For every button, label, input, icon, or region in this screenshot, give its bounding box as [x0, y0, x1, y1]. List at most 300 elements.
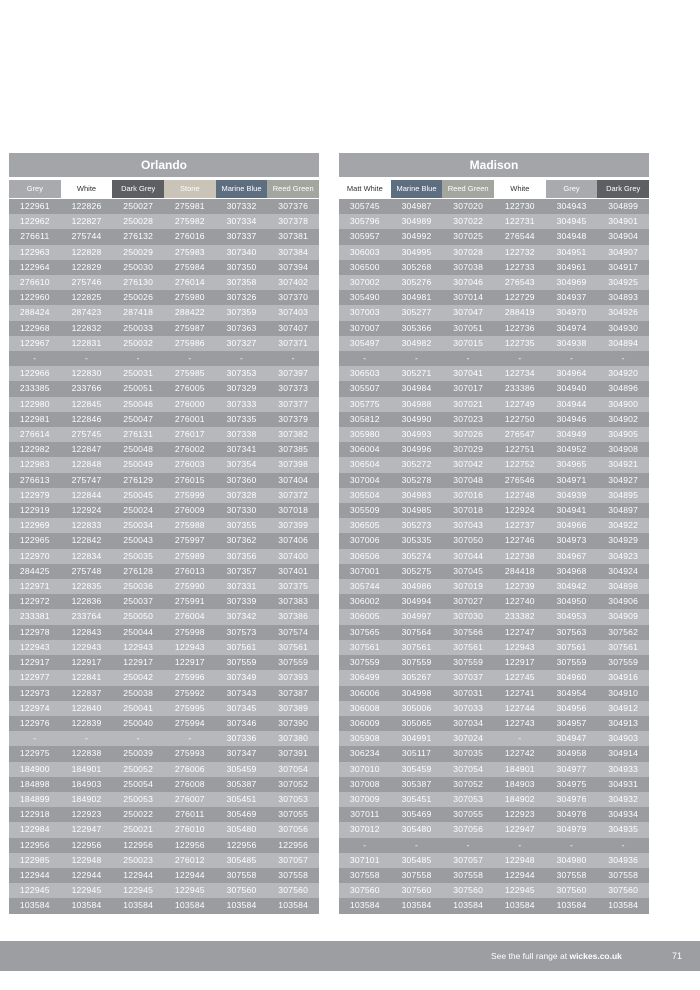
table-cell: 305485 [401, 854, 432, 865]
table-cell: 122919 [19, 505, 50, 516]
table-cell: 250050 [123, 611, 154, 622]
table-cell: 275988 [174, 520, 205, 531]
table-row [9, 442, 319, 457]
table-cell: 250054 [123, 778, 154, 789]
table-cell: 307401 [278, 565, 309, 576]
table-cell: 307018 [278, 505, 309, 516]
table-cell: 122973 [19, 687, 50, 698]
table-cell: 122733 [504, 261, 535, 272]
table-cell: 275985 [174, 368, 205, 379]
table-row [339, 609, 649, 624]
table-cell: 307330 [226, 505, 257, 516]
table-cell: 250040 [123, 717, 154, 728]
table-row [9, 640, 319, 655]
table-cell: 306506 [349, 550, 380, 561]
table-cell: 276611 [20, 231, 50, 242]
table-cell: 287423 [71, 307, 102, 318]
table-cell: 307404 [278, 474, 309, 485]
table-cell: 304894 [608, 337, 639, 348]
table-cell: 304952 [556, 444, 587, 455]
table-cell: 304966 [556, 520, 587, 531]
table-row [339, 351, 649, 366]
table-cell: 233764 [71, 611, 102, 622]
table-cell: 276614 [19, 429, 50, 440]
table-row [339, 214, 649, 229]
table-cell: 307024 [453, 733, 484, 744]
table-cell: 305451 [226, 793, 257, 804]
table-cell: 307041 [453, 368, 484, 379]
table-row [339, 716, 649, 731]
table-row [9, 625, 319, 640]
table-cell: 304922 [608, 520, 639, 531]
table-cell: 250038 [123, 687, 154, 698]
table-row [9, 853, 319, 868]
table-cell: 275983 [174, 246, 205, 257]
table-cell: 305908 [349, 733, 380, 744]
table-cell: 304976 [556, 793, 587, 804]
table-cell: 304905 [608, 429, 639, 440]
table-cell: 305469 [401, 809, 432, 820]
table-row [9, 564, 319, 579]
table-row [339, 442, 649, 457]
table-cell: 307573 [226, 626, 257, 637]
table-cell: 122944 [123, 869, 154, 880]
table-cell: 304977 [556, 763, 587, 774]
table-cell: 275981 [174, 201, 205, 211]
table-cell: 122983 [19, 459, 50, 470]
table-cell: 122840 [71, 702, 102, 713]
table-cell: 250023 [123, 854, 154, 865]
table-cell: 307373 [278, 383, 309, 394]
column-header: Marine Blue [391, 180, 443, 198]
table-cell: 304949 [556, 429, 587, 440]
column-header: Marine Blue [216, 180, 268, 198]
table-cell: 305504 [349, 489, 380, 500]
table-cell: 122752 [504, 459, 535, 470]
table-cell: - [569, 353, 574, 364]
table-cell: 304934 [608, 809, 639, 820]
table-cell: 307564 [401, 626, 432, 637]
table-cell: 307561 [556, 641, 587, 652]
table-cell: 307338 [226, 429, 257, 440]
table-cell: 304931 [608, 778, 639, 789]
table-cell: 276132 [123, 231, 154, 242]
table-cell: - [136, 353, 140, 364]
table-cell: 305980 [349, 429, 380, 440]
column-header: Matt White [339, 180, 391, 198]
table-cell: 307031 [453, 687, 484, 698]
page-footer [0, 941, 700, 971]
table-cell: 307346 [226, 717, 257, 728]
table-row [339, 397, 649, 412]
table-cell: 122947 [504, 824, 535, 835]
column-header: Dark Grey [112, 180, 164, 198]
table-cell: 250028 [123, 216, 154, 227]
table-cell: 304924 [608, 565, 639, 576]
table-cell: 122969 [19, 520, 50, 531]
table-cell: 250053 [123, 793, 154, 804]
table-cell: 122741 [504, 687, 535, 698]
table-cell: 307053 [278, 793, 309, 804]
table-cell: - [363, 839, 367, 850]
table-cell: 276130 [123, 277, 154, 288]
table-cell: 304965 [556, 459, 587, 470]
table-cell: 288419 [504, 307, 535, 318]
table-cell: 122730 [504, 201, 535, 211]
table-cell: - [518, 733, 522, 744]
table-cell: 122923 [71, 809, 102, 820]
table-row [9, 488, 319, 503]
table-cell: 103584 [71, 900, 102, 911]
table-cell: 304941 [556, 505, 587, 516]
table-cell: 307377 [278, 398, 309, 409]
table-cell: - [291, 353, 295, 364]
table-cell: 250035 [123, 550, 154, 561]
table-cell: 304933 [608, 763, 639, 774]
table-cell: 122838 [71, 748, 102, 759]
table-cell: 122971 [19, 581, 50, 592]
table-cell: 304961 [556, 261, 587, 272]
table-cell: 276009 [174, 505, 205, 516]
table-cell: 276002 [174, 444, 205, 455]
table-cell: 122970 [19, 550, 50, 561]
table-cell: 122924 [504, 505, 535, 516]
table-cell: 122945 [19, 885, 50, 896]
table-cell: 307030 [453, 611, 484, 622]
table-cell: 276000 [174, 398, 205, 409]
table-cell: 307558 [226, 869, 257, 880]
table-cell: 307560 [608, 885, 639, 896]
table-cell: 305366 [401, 322, 432, 333]
table-cell: 307331 [226, 581, 257, 592]
table-cell: 307559 [349, 657, 380, 668]
table-cell: 307355 [226, 520, 257, 531]
table-cell: 184901 [504, 763, 535, 774]
table-cell: 103584 [123, 900, 154, 911]
table-row [339, 868, 649, 883]
table-cell: 307046 [453, 277, 484, 288]
table-cell: 122962 [19, 216, 50, 227]
table-cell: 122923 [504, 809, 535, 820]
column-header: Stone [164, 180, 216, 198]
table-cell: 122943 [504, 641, 535, 652]
table-cell: 122977 [19, 672, 50, 683]
table-cell: 306003 [349, 246, 380, 257]
table-cell: 275993 [174, 748, 205, 759]
table-cell: 304978 [556, 809, 587, 820]
table-cell: 304940 [556, 383, 587, 394]
table-row [339, 594, 649, 609]
table-cell: 304908 [608, 444, 639, 455]
table-row [9, 792, 319, 807]
table-cell: 304946 [556, 413, 587, 424]
table-cell: 304927 [608, 474, 639, 485]
table-cell: 122739 [504, 581, 535, 592]
table-cell: 307380 [278, 733, 309, 744]
table-cell: 305272 [401, 459, 432, 470]
table-cell: 307339 [226, 596, 257, 607]
table-cell: 307399 [278, 520, 309, 531]
table-cell: 307558 [608, 869, 639, 880]
table-cell: 122846 [71, 413, 102, 424]
table-cell: 184898 [19, 778, 50, 789]
table-row [339, 321, 649, 336]
table-cell: 122968 [19, 322, 50, 333]
table-cell: 122980 [19, 398, 50, 409]
table-row [339, 336, 649, 351]
table-row [9, 473, 319, 488]
table-cell: 307363 [226, 322, 257, 333]
table-cell: 306503 [349, 368, 380, 379]
table-cell: 305117 [401, 748, 432, 759]
table-cell: 276017 [174, 429, 205, 440]
table-cell: 184902 [71, 793, 102, 804]
table-cell: 307558 [278, 869, 309, 880]
table-row [9, 898, 319, 913]
table-cell: 275990 [174, 581, 205, 592]
table-cell: 306008 [349, 702, 380, 713]
column-header: Reed Green [442, 180, 494, 198]
table-cell: 307337 [226, 231, 257, 242]
table-cell: 304964 [556, 368, 587, 379]
table-cell: 250031 [123, 368, 154, 379]
table-cell: 276546 [504, 474, 535, 485]
table-cell: 122746 [504, 535, 535, 546]
table-row [339, 731, 649, 746]
table-cell: 307007 [349, 322, 380, 333]
table-cell: 304998 [401, 687, 432, 698]
table-row [339, 503, 649, 518]
footer-link[interactable]: wickes.co.uk [569, 951, 622, 961]
table-cell: 304917 [608, 261, 639, 272]
table-cell: 250052 [123, 763, 154, 774]
table-cell: 307563 [556, 626, 587, 637]
table-cell: 307335 [226, 413, 257, 424]
table-cell: 275982 [174, 216, 205, 227]
table-cell: 122837 [71, 687, 102, 698]
table-cell: 307001 [349, 565, 380, 576]
table-cell: 304956 [556, 702, 587, 713]
table-cell: 304916 [608, 672, 639, 683]
table-cell: 122826 [71, 201, 102, 211]
table-cell: 305065 [401, 717, 432, 728]
table-cell: 103584 [401, 900, 432, 911]
table-cell: 122742 [504, 748, 535, 759]
table-cell: 304937 [556, 292, 587, 303]
table-cell: 304942 [556, 581, 587, 592]
table-cell: 122944 [19, 869, 50, 880]
table-cell: 307398 [278, 459, 309, 470]
table-row [339, 564, 649, 579]
table-cell: 305459 [226, 763, 257, 774]
table-cell: 306005 [349, 611, 380, 622]
table-cell: 122945 [123, 885, 154, 896]
table-cell: 304969 [556, 277, 587, 288]
table-row [9, 549, 319, 564]
table-cell: 304980 [556, 854, 587, 865]
table-cell: - [136, 733, 140, 744]
table-cell: 275980 [174, 292, 205, 303]
table-cell: 122751 [504, 444, 535, 455]
table-cell: 307559 [453, 657, 484, 668]
table-cell: 304990 [401, 413, 432, 424]
table-row [339, 473, 649, 488]
table-cell: 307360 [226, 474, 257, 485]
table-cell: 275748 [71, 565, 102, 576]
table-row [9, 412, 319, 427]
table-cell: 307009 [349, 793, 380, 804]
table-cell: 122917 [71, 657, 102, 668]
table-cell: 275747 [71, 474, 102, 485]
table-cell: 250039 [123, 748, 154, 759]
table-cell: 307566 [453, 626, 484, 637]
table-row [339, 275, 649, 290]
table-cell: 304989 [401, 216, 432, 227]
table-cell: 307559 [226, 657, 257, 668]
table-cell: 307386 [278, 611, 309, 622]
table-cell: 276008 [174, 778, 205, 789]
table-row [9, 397, 319, 412]
table-cell: 306004 [349, 444, 380, 455]
table-row [9, 336, 319, 351]
table-cell: 122956 [71, 839, 102, 850]
table-cell: 250032 [123, 337, 154, 348]
table-cell: 122828 [71, 246, 102, 257]
table-cell: 122843 [71, 626, 102, 637]
table-cell: 305271 [401, 368, 432, 379]
table-cell: 305490 [349, 292, 380, 303]
table-cell: 304984 [401, 383, 432, 394]
table-cell: 307018 [453, 505, 484, 516]
table-cell: 307053 [453, 793, 484, 804]
table-cell: 276004 [174, 611, 205, 622]
table-row [9, 351, 319, 366]
table-cell: 250041 [123, 702, 154, 713]
table-cell: 307382 [278, 429, 309, 440]
table-cell: 307356 [226, 550, 257, 561]
table-cell: 304920 [608, 368, 639, 379]
table-cell: 276014 [174, 277, 205, 288]
table-row [9, 427, 319, 442]
table-cell: 122985 [19, 854, 50, 865]
table-cell: 305335 [401, 535, 432, 546]
table-cell: 304912 [608, 702, 639, 713]
table-cell: 307023 [453, 413, 484, 424]
table-title: Orlando [9, 153, 319, 177]
table-cell: 275999 [174, 489, 205, 500]
table-cell: 307056 [453, 824, 484, 835]
table-cell: 250021 [123, 824, 154, 835]
table-cell: 304970 [556, 307, 587, 318]
table-cell: 250051 [123, 383, 154, 394]
table-cell: - [414, 353, 419, 364]
table-cell: 122842 [71, 535, 102, 546]
table-title: Madison [339, 153, 649, 177]
table-cell: 122729 [504, 292, 535, 303]
column-header: Grey [546, 180, 598, 198]
table-cell: 307354 [226, 459, 257, 470]
table-row [9, 579, 319, 594]
table-cell: 122732 [504, 246, 535, 257]
table-cell: 307370 [278, 292, 309, 303]
table-cell: 275744 [71, 231, 102, 242]
table-cell: 307052 [278, 778, 309, 789]
table-cell: 276543 [504, 277, 535, 288]
table-cell: 307561 [453, 641, 484, 652]
table-cell: 304973 [556, 535, 587, 546]
table-cell: 304893 [608, 292, 639, 303]
table-cell: 304971 [556, 474, 587, 485]
table-cell: 304898 [608, 581, 639, 592]
table-cell: 307402 [278, 277, 309, 288]
table-cell: 276007 [174, 793, 205, 804]
footer-prefix: See the full range at [491, 951, 570, 961]
table-cell: 304994 [401, 596, 432, 607]
footer-text [491, 941, 622, 971]
table-cell: 307406 [278, 535, 309, 546]
table-cell: 307362 [226, 535, 257, 546]
table-cell: 288422 [174, 307, 205, 318]
table-cell: 122744 [504, 702, 535, 713]
table-cell: 304954 [556, 687, 587, 698]
table-cell: 307047 [453, 307, 484, 318]
table-cell: 122845 [71, 398, 102, 409]
table-cell: 307027 [453, 596, 484, 607]
table-cell: 275995 [174, 702, 205, 713]
table-cell: 122748 [504, 489, 535, 500]
column-header: Dark Grey [597, 180, 649, 198]
table-cell: 307397 [278, 368, 309, 379]
table-cell: 250043 [123, 535, 154, 546]
table-row [9, 321, 319, 336]
table-row [9, 609, 319, 624]
table-cell: 306009 [349, 717, 380, 728]
table-cell: 276131 [123, 429, 154, 440]
table-cell: 307002 [349, 277, 380, 288]
table-row [9, 290, 319, 305]
table-cell: 304895 [608, 489, 639, 500]
table-cell: 122740 [504, 596, 535, 607]
table-cell: 233381 [19, 611, 50, 622]
table-cell: 122945 [504, 885, 535, 896]
table-row [9, 686, 319, 701]
table-cell: 307558 [401, 869, 432, 880]
table-cell: 305469 [226, 809, 257, 820]
table-cell: 103584 [504, 900, 535, 911]
table-cell: 284418 [504, 565, 535, 576]
table-cell: 103584 [174, 900, 205, 911]
table-cell: 122948 [504, 854, 535, 865]
table-row [339, 670, 649, 685]
table-cell: 307050 [453, 535, 484, 546]
table-cell: 307048 [453, 474, 484, 485]
table-cell: 122749 [504, 398, 535, 409]
table-cell: 307376 [278, 201, 309, 211]
table-cell: 307559 [401, 657, 432, 668]
table-cell: 304899 [608, 201, 639, 211]
table-cell: 122964 [19, 261, 50, 272]
table-cell: 307055 [453, 809, 484, 820]
table-cell: 307383 [278, 596, 309, 607]
table-cell: 304929 [608, 535, 639, 546]
table-cell: - [621, 353, 625, 364]
table-cell: 304981 [401, 292, 432, 303]
table-cell: 184902 [504, 793, 535, 804]
table-row [9, 457, 319, 472]
table-cell: 307329 [226, 383, 257, 394]
table-cell: 307008 [349, 778, 380, 789]
table-row [9, 260, 319, 275]
